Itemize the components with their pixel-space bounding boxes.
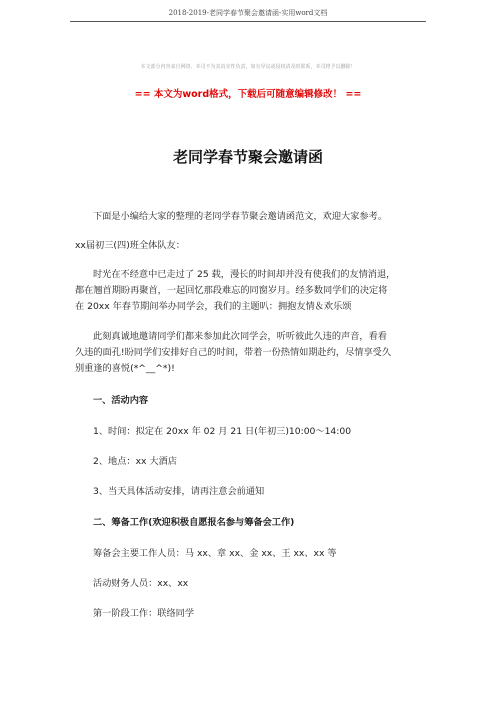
activity-item-location: 2、地点：xx 大酒店 xyxy=(93,456,177,467)
activity-item-schedule: 3、当天具体活动安排，请再注意会前通知 xyxy=(93,486,265,497)
header-divider xyxy=(70,21,426,22)
header-title: 2018-2019-老同学春节聚会邀请函-实用word文档 xyxy=(168,9,328,17)
section-1-heading: 一、活动内容 xyxy=(93,395,149,406)
intro-paragraph: 下面是小编给大家的整理的老同学春节聚会邀请函范文，欢迎大家参考。 xyxy=(93,211,387,222)
salutation: xx届初三(四)班全体队友： xyxy=(75,240,185,251)
word-format-banner: == 本文为word格式，下载后可随意编辑修改！ == xyxy=(134,89,362,100)
paragraph-2-line-3: 别重逢的喜悦(*^__^*)! xyxy=(75,363,175,374)
document-title: 老同学春节聚会邀请函 xyxy=(172,148,323,166)
phase-1-task: 第一阶段工作：联络同学 xyxy=(93,608,195,619)
activity-item-time: 1、时间：拟定在 20xx 年 02 月 21 日(年初三)10:00～14:00 xyxy=(93,426,352,437)
paragraph-2-line-1: 此刻真诚地邀请同学们都来参加此次同学会，听听彼此久违的声音，看看 xyxy=(93,331,387,342)
paragraph-1-line-2: 都在翘首期盼再聚首，一起回忆那段难忘的同窗岁月。经多数同学们的决定将 xyxy=(75,285,388,296)
paragraph-2-line-2: 久违的面孔!盼同学们安排好自己的时间，带着一份热情如期赴约，尽情享受久 xyxy=(75,347,392,358)
finance-staff: 活动财务人员：xx、xx xyxy=(93,578,189,589)
staff-list: 筹备会主要工作人员：马 xx、章 xx、金 xx、王 xx、xx 等 xyxy=(93,548,337,559)
disclaimer-note: 本文部分内容来自网络，本司不为其真实性负责，如有异议或侵权请及时联系，本司将予以删除！ xyxy=(140,64,356,70)
paragraph-1-line-3: 在 20xx 年春节期间举办同学会，我们的主题叭：拥抱友情＆欢乐颂 xyxy=(75,301,352,312)
paragraph-1-line-1: 时光在不经意中已走过了 25 载，漫长的时间却并没有使我们的友情消退， xyxy=(93,269,396,280)
section-2-heading: 二、筹备工作(欢迎积极自愿报名参与筹备会工作) xyxy=(93,517,295,528)
